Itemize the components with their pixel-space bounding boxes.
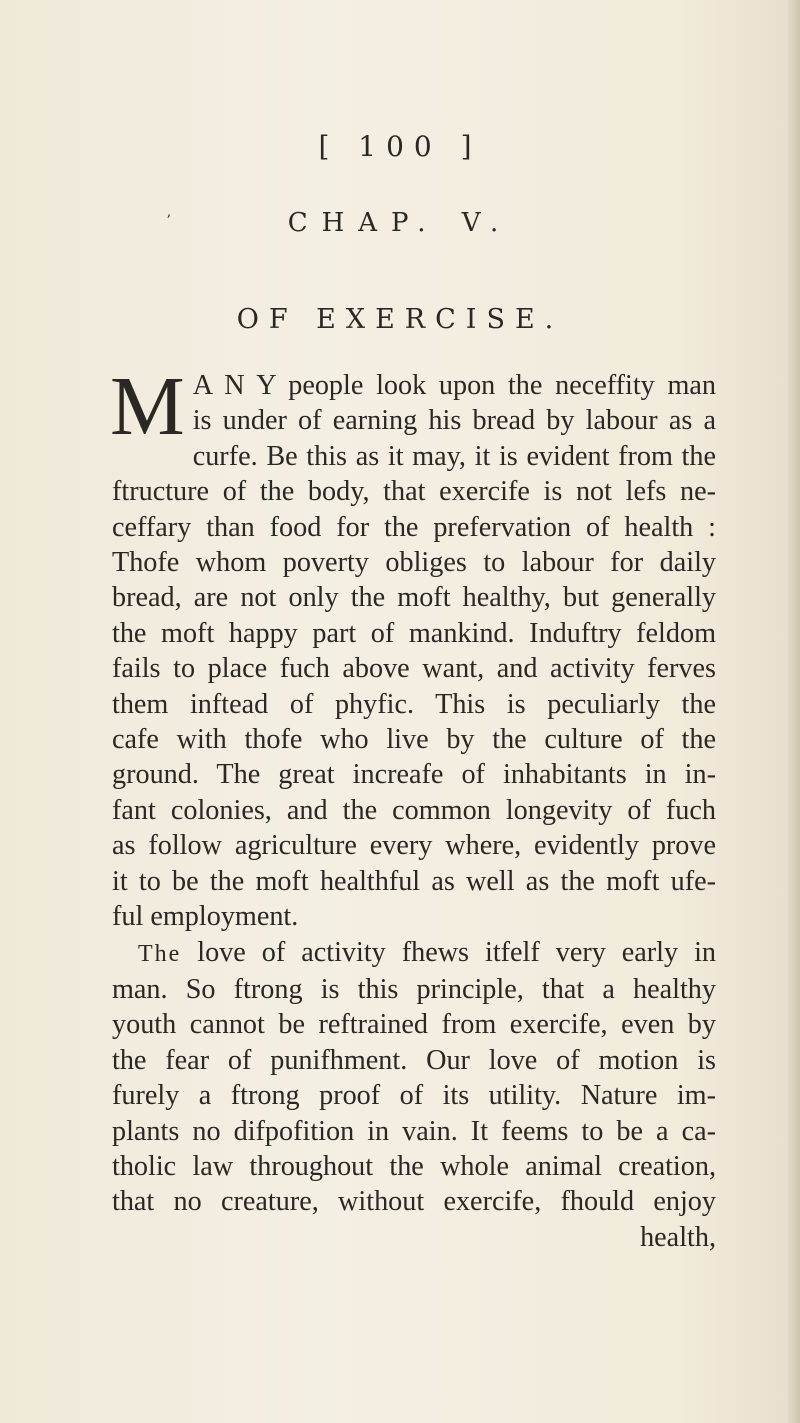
text-line: fails to place fuch above want, and activity ferves [112, 653, 716, 685]
text-line: the moft happy part of mankind. Induftry feldom [112, 617, 716, 649]
text-line: youth cannot be reftrained from exercife, even by [112, 1009, 716, 1041]
text-line: that no creature, without exercife, fhould enjoy [112, 1186, 716, 1218]
text-line: is under of earning his bread by labour as a [192, 405, 716, 437]
text-line: plants no difpofition in vain. It feems to be a ca- [112, 1115, 716, 1147]
text-line: them inftead of phyfic. This is peculiarly the [112, 688, 716, 720]
drop-cap: M [110, 360, 185, 453]
page-number: [ 100 ] [318, 130, 482, 163]
chapter-heading: CHAP. V. [287, 208, 513, 238]
text-line: ful employment. [112, 901, 299, 933]
text-line: ftructure of the body, that exercife is not lefs ne- [112, 476, 716, 508]
line-rest: love of activity fhews itfelf very early in [197, 936, 716, 968]
body-text [110, 360, 716, 1255]
text-line: Thofe whom poverty obliges to labour for daily [112, 547, 716, 579]
text-line: ceffary than food for the prefervation of health : [112, 511, 716, 543]
first-word: The [138, 940, 182, 967]
text-line: curfe. Be this as it may, it is evident from the [192, 440, 716, 472]
section-title: OF EXERCISE. [236, 304, 564, 335]
text-line: A N Y people look upon the neceffity man [192, 370, 716, 401]
text-line: tholic law throughout the whole animal creation, [112, 1150, 716, 1182]
paragraph-1 [110, 360, 716, 935]
paragraph-2 [112, 935, 716, 1256]
text-line: man. So ftrong is this principle, that a healthy [112, 973, 716, 1005]
text-line: the fear of punifhment. Our love of motion is [112, 1044, 716, 1076]
text-line: fant colonies, and the common longevity of fuch [112, 794, 716, 826]
text-line: cafe with thofe who live by the culture of the [112, 724, 716, 756]
text-line: as follow agriculture every where, evidently prove [112, 830, 716, 862]
text-line: ground. The great increafe of inhabitants in in- [112, 759, 716, 791]
chapter-mark: ʼ [166, 213, 171, 229]
text-line: bread, are not only the moft healthy, but generally [112, 582, 716, 614]
text-line: it to be the moft healthful as well as the moft ufe- [112, 865, 716, 897]
text-line: furely a ftrong proof of its utility. Nature im- [112, 1080, 716, 1112]
text-line [112, 935, 716, 972]
catchword: health, [640, 1221, 716, 1253]
